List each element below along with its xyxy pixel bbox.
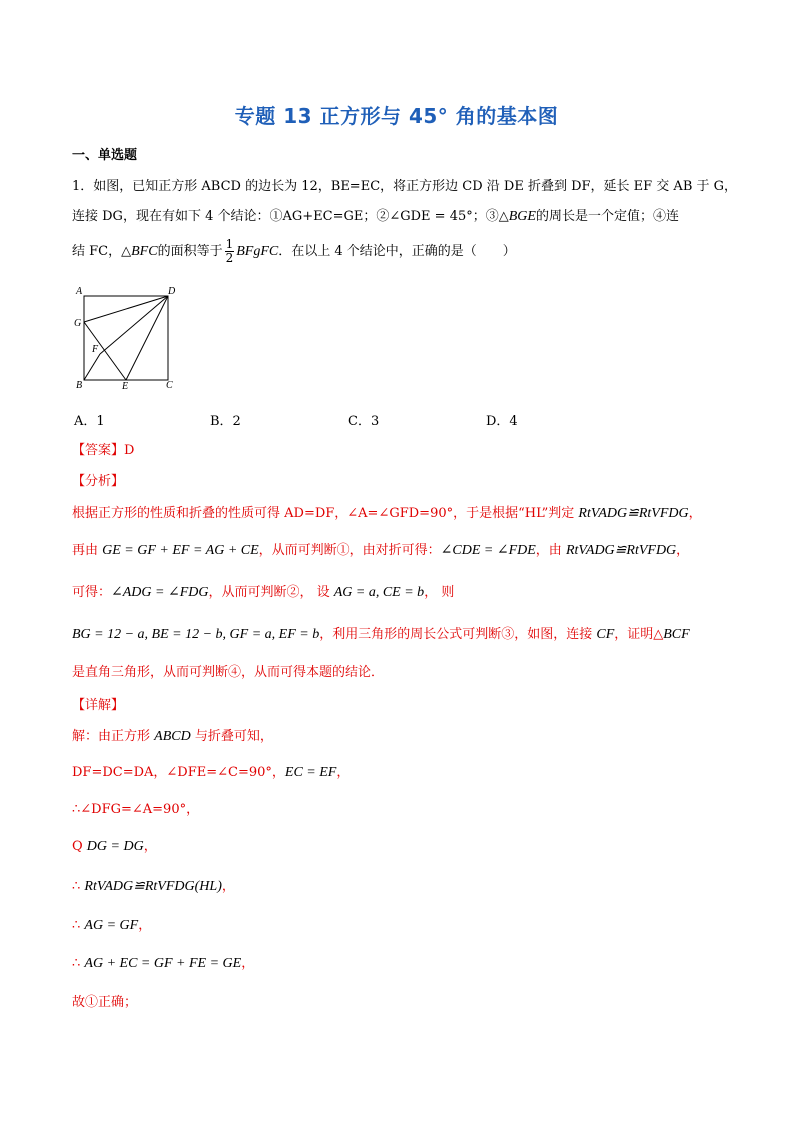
segment-de [126, 296, 168, 380]
label-g: G [74, 318, 82, 329]
analysis-text: ，利用三角形的周长公式可判断③，如图，连接 [319, 627, 597, 642]
math-expr: AG = GF [84, 918, 139, 933]
math-expr: RtVADG≌RtVFDG [565, 543, 677, 558]
detail-line-1 [72, 728, 273, 746]
analysis-text: ， 则 [424, 585, 455, 600]
option-b: B．2 [210, 414, 241, 429]
math-expr: AG = a, CE = b [333, 585, 425, 600]
page-title: 专题 13 正方形与 45° 角的基本图 [234, 104, 559, 128]
math-expr: CF [596, 627, 615, 642]
detail-text: ， [241, 956, 255, 971]
segment-df [100, 296, 168, 354]
detail-text: 解：由正方形 [72, 729, 155, 744]
detail-line-2 [72, 764, 349, 782]
section-heading: 一、单选题 [72, 148, 138, 163]
segment-dg [84, 296, 168, 322]
detail-line-3: ∴∠DFG=∠A=90°， [72, 802, 200, 817]
question-text: 的面积等于 [157, 244, 223, 259]
math-expr: RtVADG≌RtVFDG(HL) [84, 879, 222, 894]
label-b: B [76, 380, 83, 390]
question-text: 结 FC，△ [72, 244, 132, 259]
analysis-text: 可得： [72, 585, 112, 600]
detail-line-7 [72, 955, 254, 973]
detail-line-6 [72, 917, 151, 935]
label-f: F [92, 344, 99, 355]
math-expr: AG + EC = GF + FE = GE [84, 956, 242, 971]
analysis-text: 根据正方形的性质和折叠的性质可得 AD=DF，∠A=∠GFD=90°，于是根据“HL”判定 [72, 506, 579, 521]
math-expr: BFgFC [236, 244, 279, 259]
detail-line-4 [72, 838, 157, 856]
math-expr: ABCD [154, 729, 191, 744]
label-a: A [76, 286, 83, 297]
analysis-text: ， [676, 543, 690, 558]
analysis-text: ，证明△ [614, 627, 664, 642]
fraction [225, 238, 235, 265]
answer-tag: 【答案】 [72, 443, 125, 458]
detail-text: ， [138, 918, 152, 933]
math-expr: RtVADG≌RtVFDG [578, 506, 689, 521]
analysis-text: ， [688, 506, 702, 521]
question-line-3 [72, 238, 516, 266]
geometry-figure [70, 282, 190, 390]
segment-ge [84, 322, 126, 380]
answer-line [72, 442, 134, 460]
question-text: ．在以上 4 个结论中，正确的是（ ） [278, 244, 516, 259]
question-line-1: 1．如图，已知正方形 ABCD 的边长为 12，BE=EC，将正方形边 CD 沿 DE 折叠到 DF，延长 EF 交 AB 于 G， [72, 179, 738, 194]
answer-value: D [124, 443, 135, 458]
question-text: 的周长是一个定值；④连 [535, 209, 679, 224]
detail-tag: 【详解】 [72, 698, 125, 713]
option-c: C．3 [348, 414, 380, 429]
math-expr: EC = EF [284, 765, 337, 780]
math-expr: DG = DG [86, 839, 144, 854]
analysis-line-5: 是直角三角形，从而可判断④，从而可得本题的结论． [72, 665, 385, 680]
detail-text: ， [221, 879, 235, 894]
detail-text: DF=DC=DA，∠DFE=∠C=90°， [72, 765, 285, 780]
detail-text: ， [336, 765, 350, 780]
detail-text: ∴ [72, 879, 85, 894]
question-line-2 [72, 208, 679, 226]
question-text: 连接 DG，现在有如下 4 个结论：①AG+EC=GE；②∠GDE = 45°；③△ [72, 209, 509, 224]
math-expr: BCF [663, 627, 690, 642]
detail-line-5 [72, 878, 235, 896]
analysis-line-4 [72, 626, 690, 644]
math-expr: GE = GF + EF = AG + CE [102, 543, 259, 558]
analysis-text: ，从而可判断①，由对折可得： [258, 543, 441, 558]
option-a: A．1 [74, 414, 105, 429]
math-expr: BGE [508, 209, 536, 224]
detail-line-8: 故①正确； [72, 995, 138, 1010]
analysis-tag: 【分析】 [72, 474, 125, 489]
detail-text: ∴ [72, 918, 85, 933]
detail-text: Q [72, 839, 87, 854]
option-d: D．4 [486, 414, 518, 429]
math-expr: BG = 12 − a, BE = 12 − b, GF = a, EF = b [72, 627, 320, 642]
analysis-line-3 [72, 584, 454, 602]
label-e: E [122, 381, 129, 390]
analysis-line-2 [72, 542, 689, 560]
fraction-denominator: 2 [225, 251, 234, 265]
detail-text: ， [143, 839, 157, 854]
label-d: D [168, 286, 176, 297]
math-expr: ∠ADG = ∠FDG [111, 585, 209, 600]
analysis-text: ，由 [535, 543, 566, 558]
label-c: C [166, 380, 173, 390]
analysis-text: ，从而可判断②， 设 [208, 585, 334, 600]
analysis-text: 再由 [72, 543, 103, 558]
math-expr: ∠CDE = ∠FDE [440, 543, 536, 558]
detail-text: 与折叠可知， [190, 729, 273, 744]
math-expr: BFC [131, 244, 158, 259]
detail-text: ∴ [72, 956, 85, 971]
segment-bf [84, 354, 100, 380]
fraction-numerator: 1 [225, 237, 234, 251]
analysis-line-1 [72, 505, 702, 523]
